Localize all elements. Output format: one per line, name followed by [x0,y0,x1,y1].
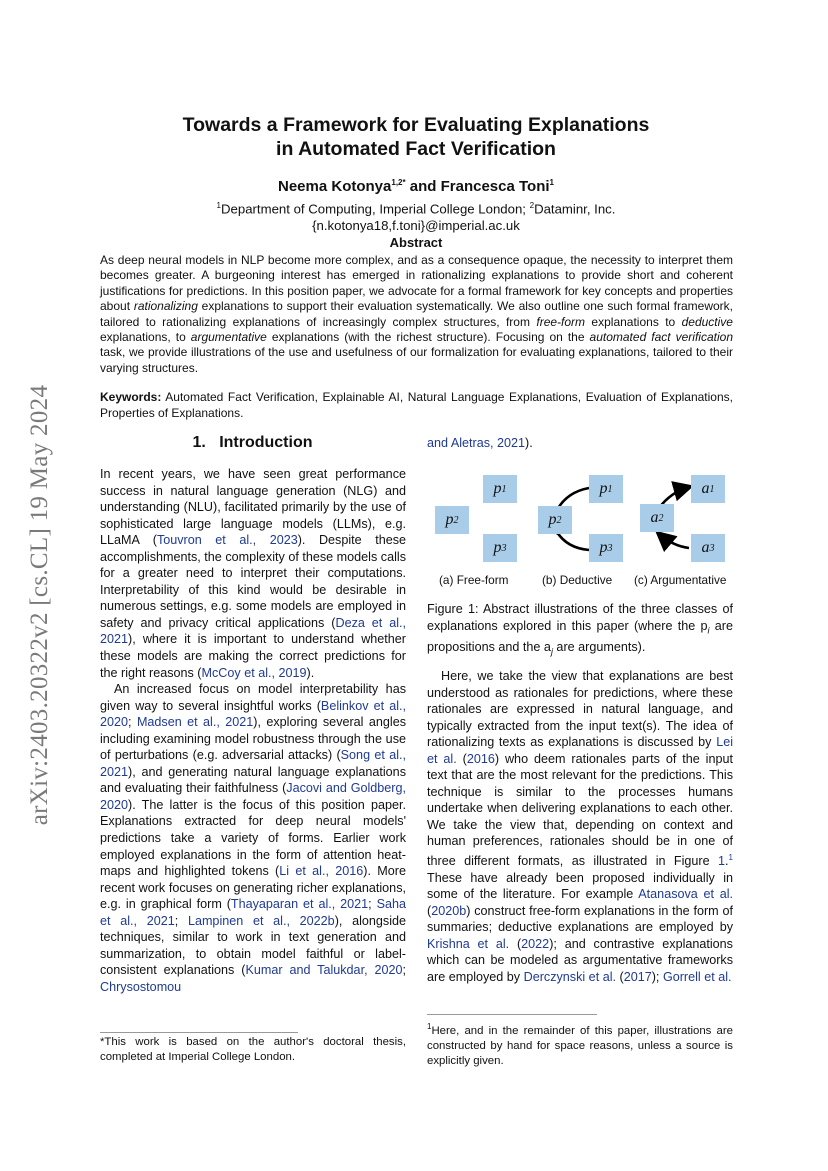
right-column [427,668,733,986]
citation-link[interactable]: McCoy et al., 2019 [201,665,307,680]
figure-1 [427,470,733,570]
citation-link[interactable]: Lampinen et al., 2022b [187,913,335,928]
keywords [100,390,733,421]
citation-link[interactable]: Lei et al. [427,735,733,766]
citation-link[interactable]: Song et al., 2021 [100,748,406,779]
authors [100,178,732,195]
intro-paragraph-1: In recent years, we have seen great performance success in natural language generation (NLG) and understanding (NLU), facilitated primarily by the use of sophisticated large language models (LLMs), e.g. LLaMA (Touvron et al., 2023). Despite these accomplishments, the complexity of these models calls for a greater need to interpret their computations. Interpretability of this kind would be desirable in numerous settings, e.g. some models are employed in safety and privacy critical applications (Deza et al., 2021), where it is important to understand whether these models are making the correct predictions for the right reasons (McCoy et al., 2019). [100,467,407,680]
title-line-2: in Automated Fact Verification [276,138,556,160]
figure-ref-link[interactable]: 1 [718,854,726,869]
citation-link[interactable]: 2016 [466,751,495,766]
node-b-p1: p 1 [589,475,623,503]
author-1-sup: 1,2* [391,178,406,187]
citation-link[interactable]: Touvron et al., 2023 [156,533,298,548]
citation-link[interactable]: Deza et al., 2021 [100,615,406,647]
footnote-ref-link[interactable]: 1 [728,853,733,863]
intro-paragraph-2: An increased focus on model interpretability has given way to several insightful works (Belinkov et al., 2020; Madsen et al., 2021), exploring several angles including examining model robustness through the use of perturbations (e.g. adversarial attacks) (Song et al., 2021), and generating natural language explanations and evaluating their faithfulness (Jacovi and Goldberg, 2020). The latter is the focus of this position paper. Explanations extracted for deep neural models' predictions take a variety of forms. Earlier work employed explanations in the form of attention heat-maps and highlighted tokens (Li et al., 2016). More recent work focuses on generating richer explanations, e.g. in graphical form (Thayaparan et al., 2021; Saha et al., 2021; Lampinen et al., 2022b), alongside techniques, similar to work in text generation and summarization, to obtain model faithful or label-consistent explanations (Kumar and Talukdar, 2020; Chrysostomou [100,682,407,994]
right-paragraph: Here, we take the view that explanations are best understood as rationales for predictions, where these rationales are expressed in natural language, and typically extracted from the input text(s). The idea of rationalizing texts as explanations is discussed by Lei et al. (2016) who deem rationales parts of the input text that are the most relevant for the predictions. This technique is similar to the processes humans undertake when delivering explanations to each other. We take the view that, depending on context and human preferences, rationales should be in one of three different formats, as illustrated in Figure 1.$^1$ These have already been proposed individually in some of the literature. For example Atanasova et al. (2020b) construct free-form explanations in the form of summaries; deductive explanations are employed by Krishna et al. (2022); and contrastive explanations which can be modeled as argumentative frameworks are employed by Derczynski et al. (2017); Gorrell et al. [427,669,733,985]
arrow-c-bottom [659,534,689,548]
affiliations [100,197,732,234]
figure-arrows [427,470,733,570]
citation-link[interactable]: 2017 [623,970,652,985]
citation-link[interactable]: Belinkov et al., 2020 [100,698,407,730]
arxiv-sidebar [20,355,60,855]
keywords-text: Automated Fact Verification, Explainable AI, Natural Language Explanations, Evaluation of Explanations, Properties of Explanations. [100,390,733,420]
affil-dept: Department of Computing, Imperial College London; [221,201,530,217]
abstract-body: As deep neural models in NLP become more complex, and as a consequence opaque, the necessity to interpret them becomes greater. A burgeoning interest has emerged in rationalizing explanations to provide short and coherent justifications for predictions. In this position paper, we advocate for a formal framework for key concepts and properties about rationalizing explanations to support their evaluation systematically. We also outline one such formal framework, tailored to rationalizing explanations of increasingly complex structures, from free-form explanations to deductive explanations, to argumentative explanations (with the richest structure). Focusing on the automated fact verification task, we provide illustrations of the use and usefulness of our formalization for evaluating explanations, tailored to their varying structures. [100,253,733,375]
node-a-p3: p 3 [483,534,517,562]
citation-link[interactable]: Derczynski et al. [523,970,616,985]
citation-link[interactable]: Atanasova et al. [638,887,733,902]
footnote-rule-right [427,1014,597,1015]
subcaption-c: (c) Argumentative [634,573,727,587]
author-email: {n.kotonya18,f.toni}@imperial.ac.uk [312,218,520,234]
citation-link[interactable]: Chrysostomou [100,979,182,994]
arrow-b-bottom [557,532,589,550]
title-line-1: Towards a Framework for Evaluating Explanations [182,114,650,136]
citation-link[interactable]: Kumar and Talukdar, 2020 [245,963,403,978]
figure-caption: Figure 1: Abstract illustrations of the three classes of explanations explored in this paper (where the $p_i$ are propositions and the $a_j$ are arguments). [427,602,734,657]
affil-sup-1: 1 [216,201,221,210]
citation-link[interactable]: Li et al., 2016 [279,864,364,879]
citation-link[interactable]: Madsen et al., 2021 [136,715,254,730]
citation-link[interactable]: Saha et al., 2021 [100,897,406,928]
node-b-p2: p 2 [538,506,572,534]
author-1: Neema Kotonya [278,178,392,195]
citation-link[interactable]: 2020b [431,903,467,918]
citation-link[interactable]: and Aletras, 2021 [427,436,526,450]
author-2-sup: 1 [549,178,554,187]
right-column-top: and Aletras, 2021). [427,436,533,450]
affil-company: Dataminr, Inc. [534,201,616,217]
node-c-a3: a 3 [691,534,725,562]
section-heading: 1. Introduction [192,434,313,451]
citation-link[interactable]: Jacovi and Goldberg, 2020 [100,781,406,812]
paper-title [100,113,732,161]
subcaption-a: (a) Free-form [439,573,509,587]
author-2: and Francesca Toni [405,178,550,195]
citation-link[interactable]: Krishna et al. [427,936,510,951]
affil-sup-2: 2 [529,201,535,210]
node-c-a1: a 1 [691,475,725,503]
citation-link[interactable]: 2022 [521,936,550,951]
subcaption-b: (b) Deductive [542,573,613,587]
citation-link[interactable]: Gorrell et al. [662,970,732,985]
footnote-right: $^1$Here, and in the remainder of this paper, illustrations are constructed by hand for space reasons, unless a source is explicitly given. [427,1022,733,1067]
node-c-a2: a 2 [640,504,674,532]
footnote-rule-left [100,1032,298,1033]
node-a-p2: p 2 [435,506,469,534]
keywords-label: Keywords: [100,390,162,404]
arxiv-identifier: arXiv:2403.20322v2 [cs.CL] 19 May 2024 [26,384,53,826]
footnote-left: *This work is based on the author's doctoral thesis, completed at Imperial College London. [100,1036,406,1063]
citation-link[interactable]: Thayaparan et al., 2021 [230,897,369,912]
left-column [100,466,406,996]
node-b-p3: p 3 [589,534,623,562]
abstract-heading: Abstract [389,235,443,250]
node-a-p1: p 1 [483,475,517,503]
